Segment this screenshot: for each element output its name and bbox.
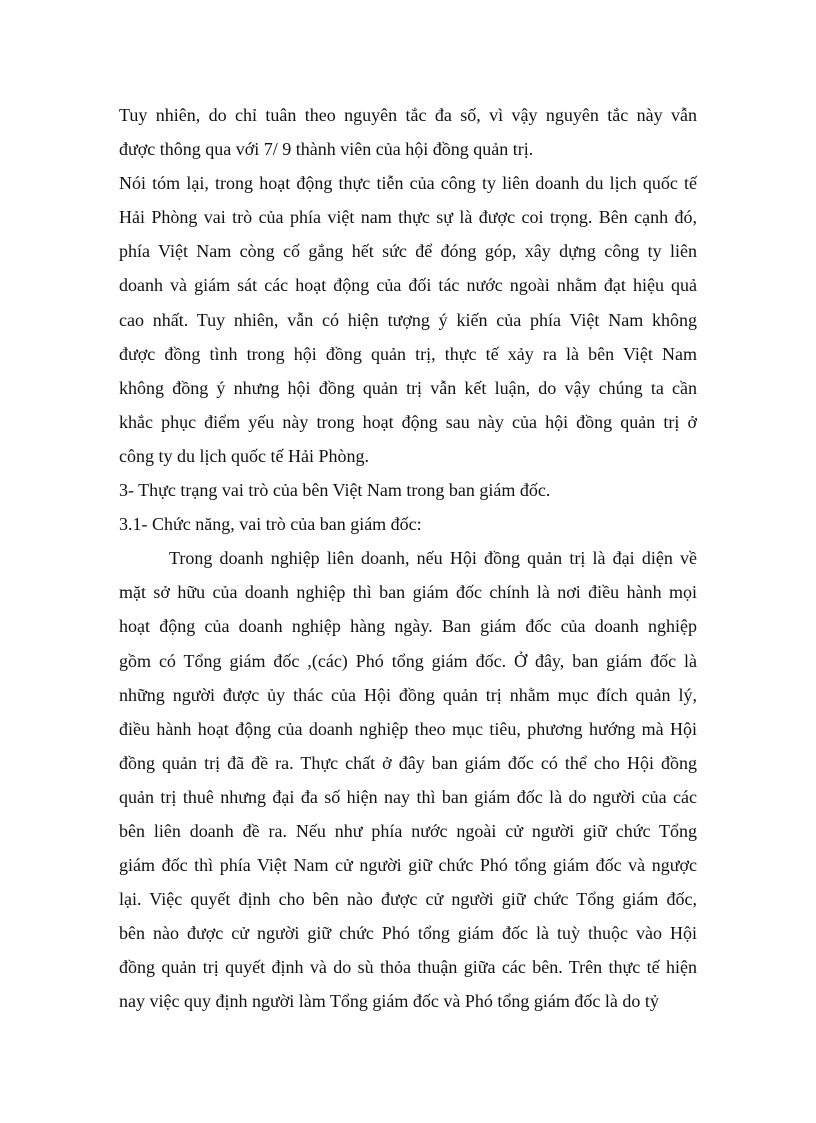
text-line: không đồng ý nhưng hội đồng quản trị vẫn kết luận, do vậy chúng ta cần bbox=[119, 377, 697, 398]
text-line: hoạt động của doanh nghiệp hàng ngày. Ban giám đốc của doanh nghiệp bbox=[119, 616, 697, 637]
text-line: doanh và giám sát các hoạt động của đối tác nước ngoài nhằm đạt hiệu quả bbox=[119, 275, 697, 296]
text-line: được thông qua với 7/ 9 thành viên của hội đồng quản trị. bbox=[119, 139, 534, 160]
text-line: được đồng tình trong hội đồng quản trị, thực tế xảy ra là bên Việt Nam bbox=[119, 343, 697, 364]
text-line: công ty du lịch quốc tế Hải Phòng. bbox=[119, 445, 369, 466]
text-line: những người được ủy thác của Hội đồng quản trị nhằm mục đích quản lý, bbox=[119, 684, 697, 705]
paragraph-first-line: Trong doanh nghiệp liên doanh, nếu Hội đồng quản trị là đại diện về bbox=[169, 548, 697, 569]
text-line: quản trị thuê nhưng đại đa số hiện nay thì ban giám đốc là do người của các bbox=[119, 786, 697, 807]
text-line: Tuy nhiên, do chỉ tuân theo nguyên tắc đa số, vì vậy nguyên tắc này vẫn bbox=[119, 105, 697, 125]
text-line: cao nhất. Tuy nhiên, vẫn có hiện tượng ý kiến của phía Việt Nam không bbox=[119, 309, 697, 330]
text-line: nay việc quy định người làm Tổng giám đốc và Phó tổng giám đốc là do tỷ bbox=[119, 991, 659, 1012]
text-line: mặt sở hữu của doanh nghiệp thì ban giám đốc chính là nơi điều hành mọi bbox=[119, 582, 697, 603]
document-page bbox=[119, 98, 697, 1019]
text-line: đồng quản trị đã đề ra. Thực chất ở đây ban giám đốc có thể cho Hội đồng bbox=[119, 752, 697, 773]
text-line: điều hành hoạt động của doanh nghiệp theo mục tiêu, phương hướng mà Hội bbox=[119, 718, 697, 739]
text-line: giám đốc thì phía Việt Nam cử người giữ chức Phó tổng giám đốc và ngược bbox=[119, 855, 697, 876]
text-line: bên nào được cử người giữ chức Phó tổng giám đốc là tuỳ thuộc vào Hội bbox=[119, 923, 697, 944]
text-line: lại. Việc quyết định cho bên nào được cử người giữ chức Tổng giám đốc, bbox=[119, 889, 697, 910]
text-line: phía Việt Nam còng cố gắng hết sức để đóng góp, xây dựng công ty liên bbox=[119, 241, 697, 262]
text-line: đồng quản trị quyết định và do sù thỏa thuận giữa các bên. Trên thực tế hiện bbox=[119, 957, 697, 978]
subsection-heading: 3.1- Chức năng, vai trò của ban giám đốc: bbox=[119, 514, 422, 535]
text-line: bên liên doanh đề ra. Nếu như phía nước ngoài cử người giữ chức Tổng bbox=[119, 820, 697, 841]
text-line: gồm có Tổng giám đốc ,(các) Phó tổng giám đốc. Ở đây, ban giám đốc là bbox=[119, 650, 697, 671]
text-line: khắc phục điểm yếu này trong hoạt động sau này của hội đồng quản trị ở bbox=[119, 411, 697, 432]
text-line: Nói tóm lại, trong hoạt động thực tiễn của công ty liên doanh du lịch quốc tế bbox=[119, 173, 697, 194]
text-line: Hải Phòng vai trò của phía việt nam thực sự là được coi trọng. Bên cạnh đó, bbox=[119, 207, 697, 228]
section-heading: 3- Thực trạng vai trò của bên Việt Nam trong ban giám đốc. bbox=[119, 480, 551, 501]
